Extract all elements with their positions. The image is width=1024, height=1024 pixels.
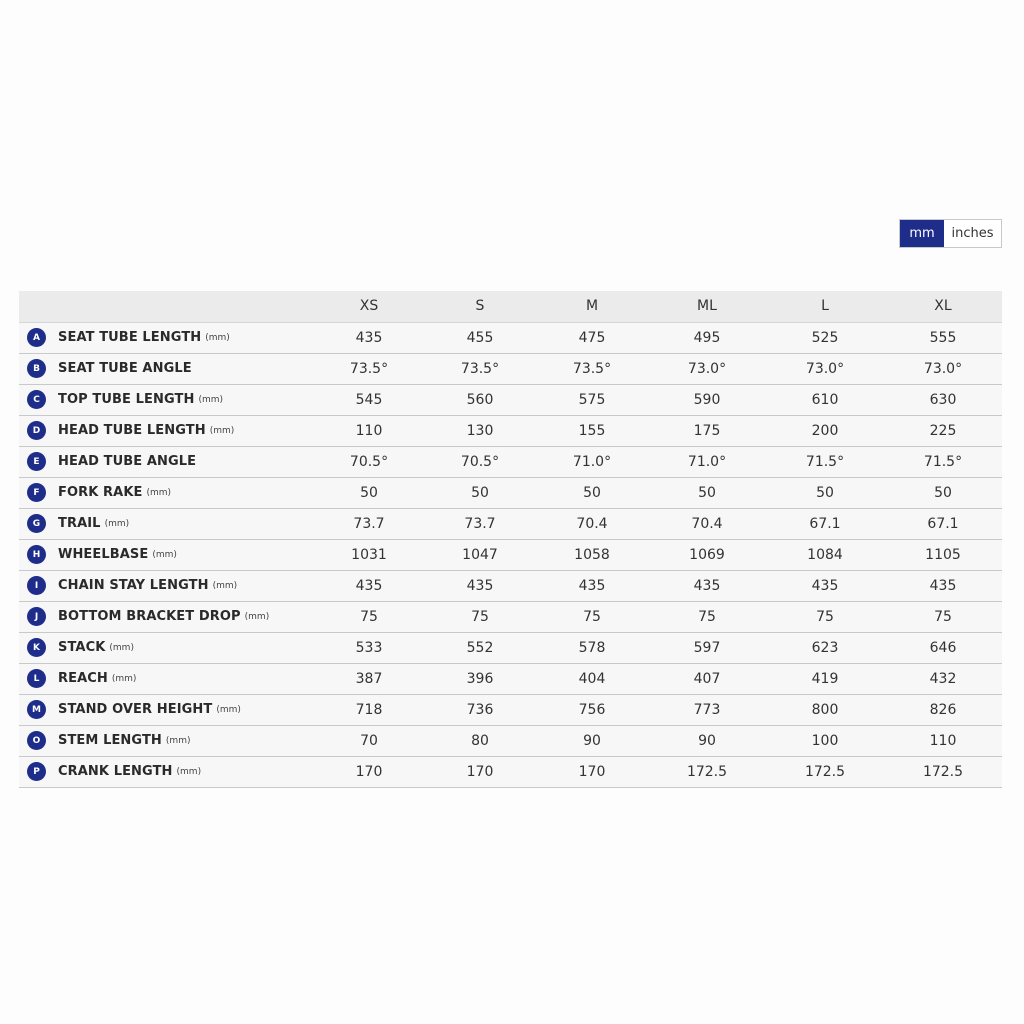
value-cell-s: 560 — [424, 384, 536, 415]
measurement-label — [19, 545, 314, 564]
value-cell-xs: 170 — [314, 756, 424, 787]
measurement-label-cell — [19, 570, 314, 601]
value-cell-s: 396 — [424, 663, 536, 694]
value-cell-xl: 1105 — [884, 539, 1002, 570]
measurement-name: WHEELBASE — [58, 547, 149, 562]
value-cell-xl: 172.5 — [884, 756, 1002, 787]
value-cell-ml: 590 — [648, 384, 766, 415]
value-cell-m: 70.4 — [536, 508, 648, 539]
table-header-row — [19, 291, 1002, 322]
letter-badge-icon: J — [27, 607, 46, 626]
measurement-label-cell — [19, 415, 314, 446]
measurement-label — [19, 731, 314, 750]
value-cell-l: 1084 — [766, 539, 884, 570]
value-cell-ml: 71.0° — [648, 446, 766, 477]
letter-badge-icon: I — [27, 576, 46, 595]
value-cell-m: 90 — [536, 725, 648, 756]
value-cell-m: 404 — [536, 663, 648, 694]
value-cell-s: 1047 — [424, 539, 536, 570]
table-row — [19, 756, 1002, 787]
measurement-label — [19, 638, 314, 657]
value-cell-xs: 435 — [314, 322, 424, 353]
value-cell-l: 75 — [766, 601, 884, 632]
table-row — [19, 415, 1002, 446]
value-cell-xl: 73.0° — [884, 353, 1002, 384]
measurement-label — [19, 669, 314, 688]
size-header-s: S — [424, 291, 536, 322]
value-cell-xl: 110 — [884, 725, 1002, 756]
letter-badge-icon: M — [27, 700, 46, 719]
measurement-label — [19, 762, 314, 781]
geometry-table — [19, 291, 1002, 788]
measurement-unit: (mm) — [165, 735, 191, 746]
table-row — [19, 508, 1002, 539]
value-cell-s: 50 — [424, 477, 536, 508]
value-cell-xl: 225 — [884, 415, 1002, 446]
value-cell-xl: 75 — [884, 601, 1002, 632]
measurement-unit: (mm) — [212, 580, 238, 591]
measurement-name: TOP TUBE LENGTH — [58, 392, 195, 407]
value-cell-l: 610 — [766, 384, 884, 415]
value-cell-l: 172.5 — [766, 756, 884, 787]
measurement-label — [19, 483, 314, 502]
measurement-unit: (mm) — [104, 518, 130, 529]
value-cell-ml: 73.0° — [648, 353, 766, 384]
value-cell-xs: 73.7 — [314, 508, 424, 539]
letter-badge-icon: D — [27, 421, 46, 440]
value-cell-l: 800 — [766, 694, 884, 725]
value-cell-xl: 67.1 — [884, 508, 1002, 539]
measurement-name: BOTTOM BRACKET DROP — [58, 609, 241, 624]
value-cell-xs: 110 — [314, 415, 424, 446]
value-cell-ml: 407 — [648, 663, 766, 694]
measurement-unit: (mm) — [244, 611, 270, 622]
letter-badge-icon: E — [27, 452, 46, 471]
measurement-name: CRANK LENGTH — [58, 764, 173, 779]
measurement-label — [19, 607, 314, 626]
value-cell-s: 130 — [424, 415, 536, 446]
value-cell-xl: 71.5° — [884, 446, 1002, 477]
measurement-unit: (mm) — [198, 394, 224, 405]
measurement-label-cell — [19, 508, 314, 539]
table-row — [19, 322, 1002, 353]
value-cell-xs: 1031 — [314, 539, 424, 570]
value-cell-ml: 90 — [648, 725, 766, 756]
measurement-label-cell — [19, 446, 314, 477]
value-cell-m: 756 — [536, 694, 648, 725]
value-cell-ml: 50 — [648, 477, 766, 508]
measurement-label-cell — [19, 694, 314, 725]
value-cell-ml: 175 — [648, 415, 766, 446]
value-cell-xl: 826 — [884, 694, 1002, 725]
value-cell-l: 200 — [766, 415, 884, 446]
table-row — [19, 353, 1002, 384]
value-cell-m: 1058 — [536, 539, 648, 570]
measurement-unit: (mm) — [209, 425, 235, 436]
value-cell-m: 155 — [536, 415, 648, 446]
measurement-label — [19, 390, 314, 409]
value-cell-s: 80 — [424, 725, 536, 756]
table-row — [19, 663, 1002, 694]
value-cell-s: 75 — [424, 601, 536, 632]
value-cell-m: 75 — [536, 601, 648, 632]
value-cell-xs: 50 — [314, 477, 424, 508]
table-row — [19, 632, 1002, 663]
measurement-label-cell — [19, 725, 314, 756]
value-cell-xs: 70 — [314, 725, 424, 756]
unit-mm-button[interactable]: mm — [900, 220, 944, 247]
measurement-name: STAND OVER HEIGHT — [58, 702, 213, 717]
measurement-label — [19, 359, 314, 378]
size-header-m: M — [536, 291, 648, 322]
unit-toggle — [899, 219, 1002, 248]
size-header-ml: ML — [648, 291, 766, 322]
value-cell-xs: 718 — [314, 694, 424, 725]
measurement-unit: (mm) — [152, 549, 177, 560]
value-cell-m: 71.0° — [536, 446, 648, 477]
measurement-label-cell — [19, 663, 314, 694]
header-blank — [19, 291, 314, 322]
measurement-label-cell — [19, 601, 314, 632]
table-row — [19, 601, 1002, 632]
value-cell-xs: 387 — [314, 663, 424, 694]
measurement-name: HEAD TUBE ANGLE — [58, 454, 197, 469]
table-row — [19, 570, 1002, 601]
value-cell-l: 73.0° — [766, 353, 884, 384]
value-cell-m: 578 — [536, 632, 648, 663]
table-row — [19, 446, 1002, 477]
value-cell-ml: 70.4 — [648, 508, 766, 539]
letter-badge-icon: F — [27, 483, 46, 502]
value-cell-xl: 646 — [884, 632, 1002, 663]
value-cell-l: 623 — [766, 632, 884, 663]
letter-badge-icon: G — [27, 514, 46, 533]
value-cell-l: 67.1 — [766, 508, 884, 539]
measurement-name: STACK — [58, 640, 106, 655]
measurement-unit: (mm) — [109, 642, 134, 653]
value-cell-ml: 172.5 — [648, 756, 766, 787]
letter-badge-icon: B — [27, 359, 46, 378]
measurement-label-cell — [19, 322, 314, 353]
value-cell-m: 435 — [536, 570, 648, 601]
letter-badge-icon: P — [27, 762, 46, 781]
table-row — [19, 694, 1002, 725]
measurement-name: SEAT TUBE ANGLE — [58, 361, 192, 376]
letter-badge-icon: O — [27, 731, 46, 750]
measurement-label-cell — [19, 539, 314, 570]
unit-inches-button[interactable]: inches — [944, 220, 1001, 247]
size-header-xs: XS — [314, 291, 424, 322]
measurement-label-cell — [19, 477, 314, 508]
size-header-l: L — [766, 291, 884, 322]
letter-badge-icon: L — [27, 669, 46, 688]
value-cell-m: 170 — [536, 756, 648, 787]
measurement-label — [19, 514, 314, 533]
value-cell-ml: 1069 — [648, 539, 766, 570]
measurement-name: SEAT TUBE LENGTH — [58, 330, 202, 345]
value-cell-ml: 597 — [648, 632, 766, 663]
value-cell-l: 100 — [766, 725, 884, 756]
value-cell-m: 475 — [536, 322, 648, 353]
measurement-label-cell — [19, 756, 314, 787]
measurement-unit: (mm) — [146, 487, 172, 498]
value-cell-xl: 435 — [884, 570, 1002, 601]
value-cell-xs: 75 — [314, 601, 424, 632]
value-cell-s: 70.5° — [424, 446, 536, 477]
measurement-name: HEAD TUBE LENGTH — [58, 423, 206, 438]
value-cell-xl: 50 — [884, 477, 1002, 508]
value-cell-s: 73.7 — [424, 508, 536, 539]
value-cell-xs: 73.5° — [314, 353, 424, 384]
value-cell-m: 73.5° — [536, 353, 648, 384]
letter-badge-icon: K — [27, 638, 46, 657]
measurement-label — [19, 576, 314, 595]
value-cell-xl: 630 — [884, 384, 1002, 415]
letter-badge-icon: C — [27, 390, 46, 409]
value-cell-ml: 773 — [648, 694, 766, 725]
table-row — [19, 384, 1002, 415]
size-header-xl: XL — [884, 291, 1002, 322]
letter-badge-icon: H — [27, 545, 46, 564]
measurement-name: STEM LENGTH — [58, 733, 162, 748]
value-cell-s: 170 — [424, 756, 536, 787]
value-cell-s: 435 — [424, 570, 536, 601]
value-cell-m: 50 — [536, 477, 648, 508]
value-cell-ml: 75 — [648, 601, 766, 632]
measurement-label-cell — [19, 353, 314, 384]
value-cell-xl: 432 — [884, 663, 1002, 694]
measurement-label — [19, 452, 314, 471]
value-cell-xs: 533 — [314, 632, 424, 663]
measurement-label-cell — [19, 384, 314, 415]
value-cell-ml: 435 — [648, 570, 766, 601]
measurement-label — [19, 328, 314, 347]
measurement-unit: (mm) — [176, 766, 202, 777]
value-cell-xs: 545 — [314, 384, 424, 415]
value-cell-xs: 435 — [314, 570, 424, 601]
letter-badge-icon: A — [27, 328, 46, 347]
measurement-name: TRAIL — [58, 516, 101, 531]
table-row — [19, 477, 1002, 508]
measurement-label — [19, 421, 314, 440]
value-cell-l: 50 — [766, 477, 884, 508]
value-cell-s: 73.5° — [424, 353, 536, 384]
value-cell-l: 71.5° — [766, 446, 884, 477]
measurement-name: CHAIN STAY LENGTH — [58, 578, 209, 593]
value-cell-l: 525 — [766, 322, 884, 353]
value-cell-l: 419 — [766, 663, 884, 694]
measurement-unit: (mm) — [216, 704, 241, 715]
value-cell-ml: 495 — [648, 322, 766, 353]
value-cell-s: 552 — [424, 632, 536, 663]
value-cell-s: 455 — [424, 322, 536, 353]
table-row — [19, 539, 1002, 570]
measurement-unit: (mm) — [111, 673, 137, 684]
value-cell-s: 736 — [424, 694, 536, 725]
measurement-name: REACH — [58, 671, 108, 686]
value-cell-xs: 70.5° — [314, 446, 424, 477]
value-cell-xl: 555 — [884, 322, 1002, 353]
value-cell-l: 435 — [766, 570, 884, 601]
value-cell-m: 575 — [536, 384, 648, 415]
table-row — [19, 725, 1002, 756]
measurement-unit: (mm) — [205, 332, 230, 343]
measurement-label — [19, 700, 314, 719]
measurement-name: FORK RAKE — [58, 485, 143, 500]
measurement-label-cell — [19, 632, 314, 663]
